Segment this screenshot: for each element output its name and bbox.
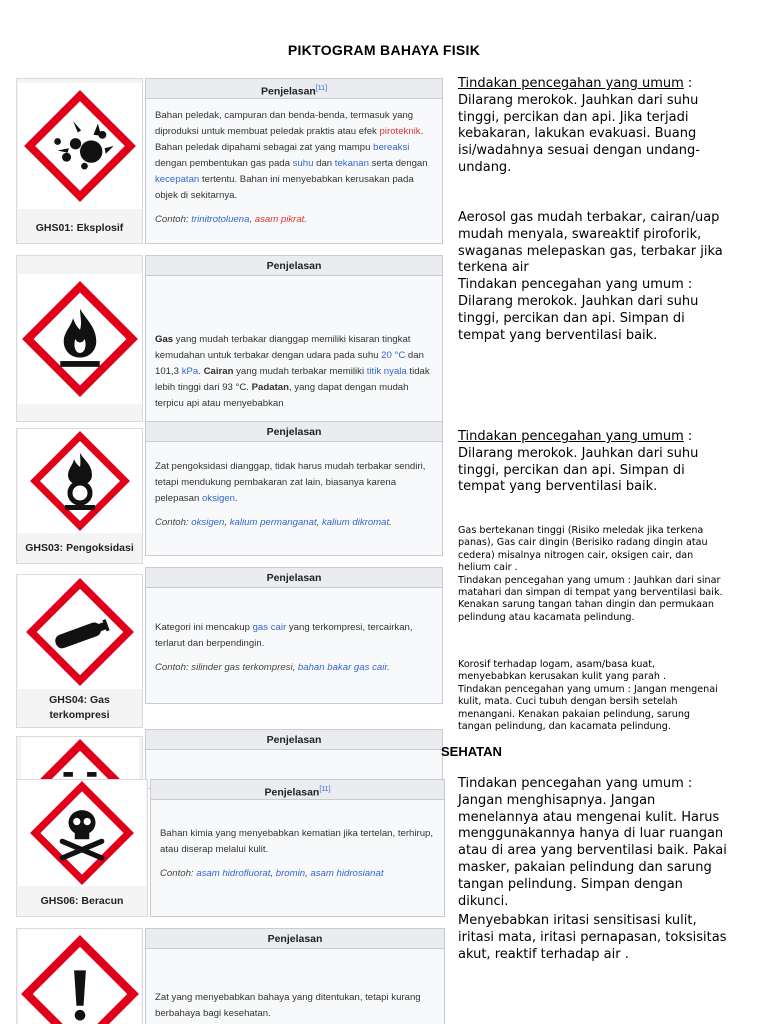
page-title: PIKTOGRAM BAHAYA FISIK (287, 42, 481, 58)
ghs03-caption: GHS03: Pengoksidasi (25, 541, 134, 554)
link-suhu[interactable]: suhu (292, 158, 314, 169)
reference-link[interactable]: [11] (319, 786, 331, 793)
description-header: Penjelasan (146, 730, 442, 750)
description-header: Penjelasan[11] (151, 780, 444, 800)
link-oksigen-example[interactable]: oksigen (191, 517, 225, 528)
link-kpa[interactable]: kPa (181, 366, 199, 377)
right-block-1: Tindakan pencegahan yang umum : Dilarang merokok. Jauhkan dari suhu tinggi, percikan dan api. Jika terjadi kebakaran, lakukan evakuasi. Buang isi/wadahnya sesuai dengan undang-undang. (458, 76, 700, 175)
ghs07-description-card (145, 928, 445, 1024)
ghs02-image-card (16, 255, 143, 422)
description-header: Penjelasan (146, 256, 442, 276)
gas-cylinder-icon (26, 578, 134, 686)
explosive-icon (24, 90, 136, 202)
description-header: Penjelasan[11] (146, 79, 442, 99)
link-titik-nyala[interactable]: titik nyala (366, 366, 407, 377)
ghs03-image-card (16, 428, 143, 564)
ghs03-description-card (145, 421, 443, 556)
link-gas-cair[interactable]: gas cair (252, 622, 287, 633)
link-piroteknik[interactable]: piroteknik (379, 126, 421, 137)
link-20c[interactable]: 20 °C (381, 350, 406, 361)
link-tekanan[interactable]: tekanan (334, 158, 369, 169)
section-heading-partial: SEHATAN (441, 744, 502, 759)
link-bereaksi[interactable]: bereaksi (373, 142, 410, 153)
link-asam-hidrosianat[interactable]: asam hidrosianat (310, 868, 384, 879)
right-block-6: Tindakan pencegahan yang umum : Jangan menghisapnya. Jangan menelannya atau mengenai kulit. Harus menggunakannya hanya di luar ruangan atau di area yang berventilasi baik. Pakai masker, pakaian pelindung dan sarung tangan pelindung. Simpan dengan dikunci. (458, 776, 727, 909)
right-block-4: Gas bertekanan tinggi (Risiko meledak jika terkena panas), Gas cair dingin (Berisiko radang dingin atau cedera) misalnya nitrogen cair, oksigen cair, dan helium cair . Tindakan pencegahan yang umum : Jauhkan dari sinar matahari dan simpan di tempat yang berventilasi baik. Kenakan sarung tangan tahan dingin dan permukaan pelindung atau kacamata pelindung. (458, 525, 723, 623)
link-kalium-dikromat[interactable]: kalium dikromat (321, 517, 390, 528)
link-oksigen[interactable]: oksigen (201, 493, 236, 504)
ghs01-caption: GHS01: Eksplosif (35, 221, 124, 234)
link-asam-pikrat[interactable]: asam pikrat (254, 214, 305, 225)
link-kalium-permanganat[interactable]: kalium permanganat (229, 517, 317, 528)
description-body: Bahan kimia yang menyebabkan kematian jika tertelan, terhirup, atau diserap melalui kulit. Contoh: asam hidrofluorat, bromin, asam hidrosianat (151, 800, 444, 882)
description-body: Kategori ini mencakup gas cair yang terkompresi, tercairkan, terlarut dan berpendingin. Contoh: silinder gas terkompresi, bahan bakar gas cair. (146, 588, 442, 676)
ghs07-image-card (16, 928, 143, 1024)
ghs01-image-card (16, 78, 143, 244)
description-body: Bahan peledak, campuran dan benda-benda, termasuk yang diproduksi untuk membuat peledak praktis atau efek piroteknik. Bahan peledak dipahami sebagai zat yang mampu bereaksi dengan pembentukan gas pada suhu dan tekanan serta dengan kecepatan tertentu. Bahan ini menyebabkan kerusakan pada objek di sekitarnya. Contoh: trinitrotoluena, asam pikrat. (146, 99, 442, 228)
example-line: Contoh: oksigen, kalium permanganat, kalium dikromat. (155, 517, 392, 528)
link-trinitrotoluena[interactable]: trinitrotoluena (191, 214, 250, 225)
flame-over-circle-icon (30, 431, 130, 531)
description-body: Zat yang menyebabkan bahaya yang ditentukan, tetapi kurang berbahaya bagi kesehatan. (155, 992, 421, 1019)
ghs04-description-card (145, 567, 443, 704)
example-line: Contoh: trinitrotoluena, asam pikrat. (155, 214, 308, 225)
description-body: Zat pengoksidasi dianggap, tidak harus mudah terbakar sendiri, tetapi mendukung pembakaran zat lain, biasanya karena pelepasan oksigen. Contoh: oksigen, kalium permanganat, kalium dikromat. (146, 442, 442, 531)
example-line: Contoh: silinder gas terkompresi, bahan bakar gas cair. (155, 662, 390, 673)
ghs01-description-card (145, 78, 443, 244)
ghs06-caption: GHS06: Beracun (40, 894, 124, 907)
link-asam-hidrofluorat[interactable]: asam hidrofluorat (196, 868, 271, 879)
ghs06-image-card (16, 779, 148, 917)
example-line: Contoh: asam hidrofluorat, bromin, asam hidrosianat (160, 868, 384, 879)
description-header: Penjelasan (146, 422, 442, 442)
link-bromin[interactable]: bromin (275, 868, 306, 879)
ghs06-description-card (150, 779, 445, 917)
ghs02-description-card (145, 255, 443, 422)
link-bahan-bakar-gas-cair[interactable]: bahan bakar gas cair (297, 662, 388, 673)
right-block-2: Aerosol gas mudah terbakar, cairan/uap mudah menyala, swareaktif piroforik, swaganas melepaskan gas, terbakar jika terkena air Tindakan pencegahan yang umum : Dilarang merokok. Jauhkan dari suhu tinggi, percikan dan api. Simpan di tempat yang berventilasi baik. (458, 210, 723, 343)
exclamation-icon (21, 935, 139, 1024)
ghs04-image-card (16, 574, 143, 728)
description-header: Penjelasan (146, 929, 444, 949)
flame-icon (22, 281, 138, 397)
reference-link[interactable]: [11] (315, 85, 328, 92)
description-header: Penjelasan (146, 568, 442, 588)
link-kecepatan[interactable]: kecepatan (155, 174, 200, 185)
right-block-7: Menyebabkan iritasi sensitisasi kulit, iritasi mata, iritasi pernapasan, toksisitas akut, reaktif terhadap air . (458, 913, 727, 962)
description-body: Gas yang mudah terbakar dianggap memiliki kisaran tingkat kemudahan untuk terbakar dengan udara pada suhu 20 °C dan 101,3 kPa. Cairan yang mudah terbakar memiliki titik nyala tidak lebih tinggi dari 93 °C. Padatan, yang dapat dengan mudah terpicu api atau menyebabkan (155, 334, 430, 409)
right-block-5: Korosif terhadap logam, asam/basa kuat, menyebabkan kerusakan kulit yang parah . Tindakan pencegahan yang umum : Jangan mengenai kulit, mata. Cuci tubuh dengan bersih setelah menangani. Kenakan pakaian pelindung, sarung tangan pelindung, dan kacamata pelindung. (458, 659, 718, 733)
link-gas[interactable]: Gas (155, 334, 174, 345)
ghs04-caption: GHS04: Gas terkompresi (49, 694, 110, 721)
skull-crossbones-icon (30, 781, 134, 885)
right-block-3: Tindakan pencegahan yang umum : Dilarang merokok. Jauhkan dari suhu tinggi, percikan dan api. Simpan di tempat yang berventilasi baik. (458, 429, 699, 495)
